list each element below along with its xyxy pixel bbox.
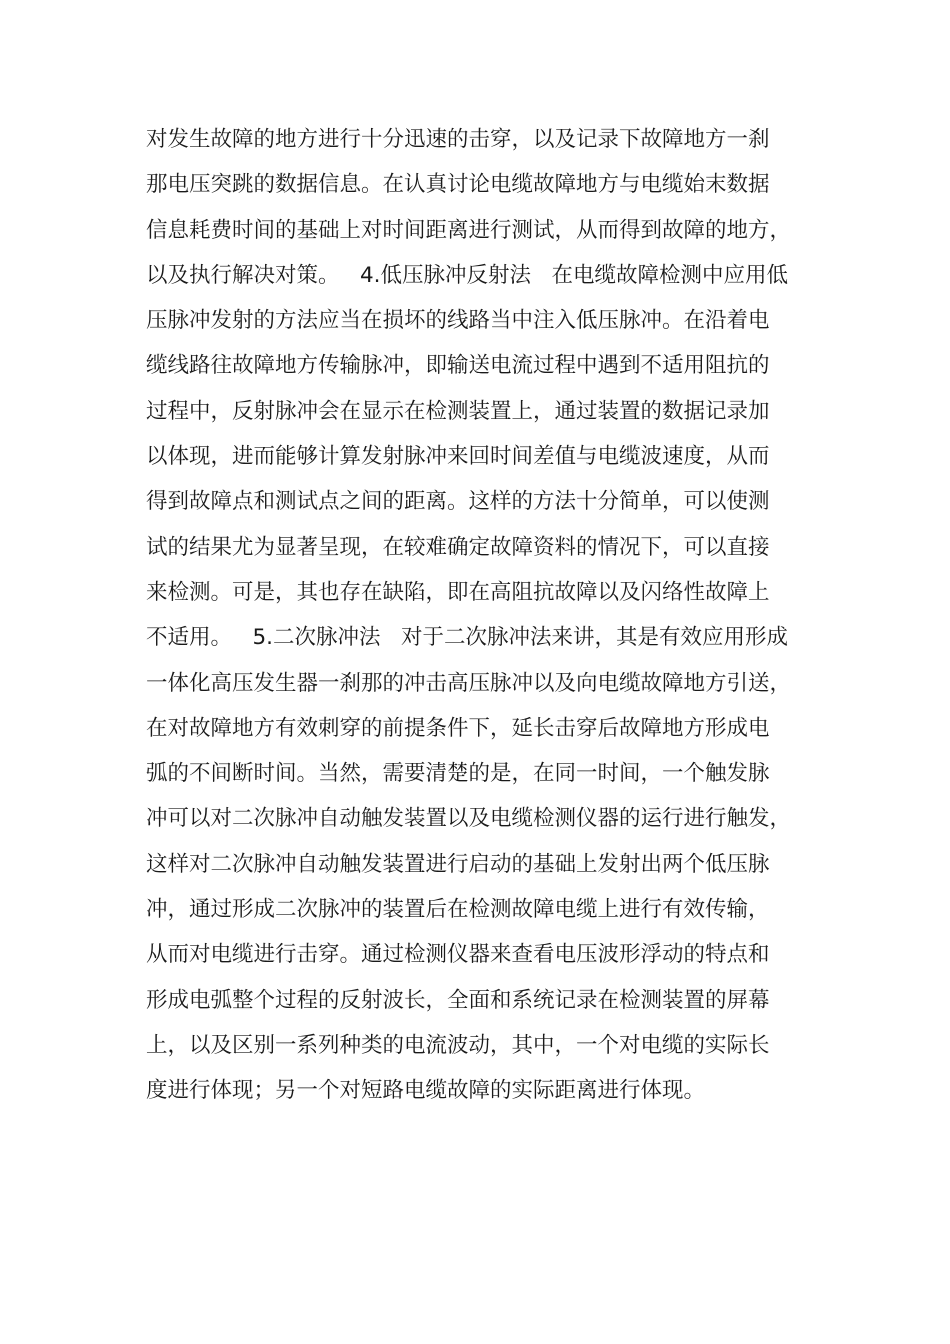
text-line: 过程中，反射脉冲会在显示在检测装置上，通过装置的数据记录加 bbox=[146, 398, 770, 424]
text-line: 那电压突跳的数据信息。在认真讨论电缆故障地方与电缆始末数据 bbox=[146, 172, 770, 198]
text-line: 度进行体现；另一个对短路电缆故障的实际距离进行体现。 bbox=[146, 1078, 706, 1104]
text-line: 来检测。可是，其也存在缺陷，即在高阻抗故障以及闪络性故障上 bbox=[146, 579, 770, 605]
text-line: 一体化高压发生器一刹那的冲击高压脉冲以及向电缆故障地方引送， bbox=[146, 670, 792, 696]
text-line: 冲可以对二次脉冲自动触发装置以及电缆检测仪器的运行进行触发， bbox=[146, 806, 792, 832]
text-line: 弧的不间断时间。当然，需要清楚的是，在同一时间，一个触发脉 bbox=[146, 761, 770, 787]
text-line: 在对故障地方有效刺穿的前提条件下，延长击穿后故障地方形成电 bbox=[146, 715, 770, 741]
text-line: 得到故障点和测试点之间的距离。这样的方法十分简单，可以使测 bbox=[146, 489, 770, 515]
text-line: 上，以及区别一系列种类的电流波动，其中，一个对电缆的实际长 bbox=[146, 1032, 770, 1058]
text-line: 从而对电缆进行击穿。通过检测仪器来查看电压波形浮动的特点和 bbox=[146, 942, 770, 968]
text-line: 不适用。 5.二次脉冲法 对于二次脉冲法来讲，其是有效应用形成 bbox=[146, 625, 789, 651]
body-text bbox=[146, 117, 836, 1114]
text-line: 以体现，进而能够计算发射脉冲来回时间差值与电缆波速度，从而 bbox=[146, 444, 770, 470]
text-line: 以及执行解决对策。 4.低压脉冲反射法 在电缆故障检测中应用低 bbox=[146, 262, 789, 288]
text-line: 对发生故障的地方进行十分迅速的击穿，以及记录下故障地方一刹 bbox=[146, 127, 770, 152]
text-line: 信息耗费时间的基础上对时间距离进行测试，从而得到故障的地方， bbox=[146, 217, 792, 243]
text-line: 形成电弧整个过程的反射波长，全面和系统记录在检测装置的屏幕 bbox=[146, 987, 770, 1013]
text-line: 试的结果尤为显著呈现，在较难确定故障资料的情况下，可以直接 bbox=[146, 534, 770, 560]
text-line: 压脉冲发射的方法应当在损坏的线路当中注入低压脉冲。在沿着电 bbox=[146, 308, 770, 334]
text-line: 这样对二次脉冲自动触发装置进行启动的基础上发射出两个低压脉 bbox=[146, 851, 770, 877]
text-line: 冲，通过形成二次脉冲的装置后在检测故障电缆上进行有效传输， bbox=[146, 897, 770, 923]
text-line: 缆线路往故障地方传输脉冲，即输送电流过程中遇到不适用阻抗的 bbox=[146, 353, 770, 379]
